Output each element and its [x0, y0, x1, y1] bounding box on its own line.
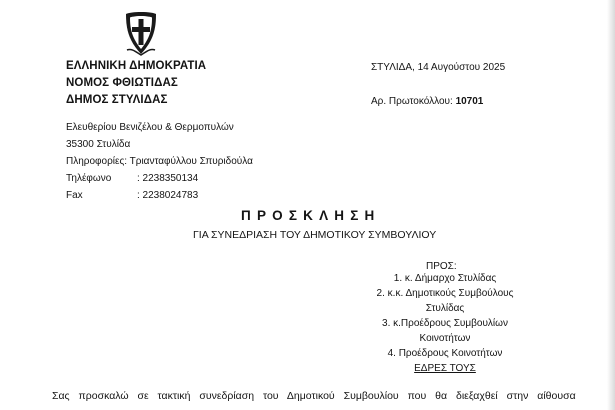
fax-label: Fax	[66, 190, 83, 201]
phone-label: Τηλέφωνο	[66, 173, 112, 184]
greek-coat-of-arms-icon	[124, 10, 158, 56]
recipient-item: 4. Προέδρους Κοινοτήτων	[387, 348, 503, 359]
phone-value: : 2238350134	[137, 173, 199, 184]
address-street: Ελευθερίου Βενιζέλου & Θερμοπυλών	[66, 122, 234, 133]
protocol-label: Αρ. Πρωτοκόλλου:	[371, 96, 453, 107]
page-title: ΠΡΟΣΚΛΗΣΗ	[241, 208, 381, 223]
address-postal: 35300 Στυλίδα	[66, 139, 131, 150]
address-info: Πληροφορίες: Τριανταφύλλου Σπυριδούλα	[66, 156, 253, 167]
header-municipality: ΔΗΜΟΣ ΣΤΥΛΙΔΑΣ	[66, 94, 168, 106]
header-prefecture: ΝΟΜΟΣ ΦΘΙΩΤΙΔΑΣ	[66, 77, 178, 89]
recipient-item: Κοινοτήτων	[419, 333, 471, 344]
page-edge-shadow	[607, 0, 615, 410]
recipient-item: 1. κ. Δήμαρχο Στυλίδας	[393, 273, 497, 284]
protocol-number: 10701	[455, 96, 484, 107]
recipients-list	[360, 271, 530, 376]
recipient-item: Στυλίδας	[425, 303, 465, 314]
recipient-item: 2. κ.κ. Δημοτικούς Συμβούλους	[376, 288, 514, 299]
page-subtitle: ΓΙΑ ΣΥΝΕΔΡΙΑΣΗ ΤΟΥ ΔΗΜΟΤΙΚΟΥ ΣΥΜΒΟΥΛΙΟΥ	[193, 229, 437, 241]
recipient-item: 3. κ.Προέδρους Συμβουλίων	[382, 318, 508, 329]
body-text: Σας προσκαλώ σε τακτική συνεδρίαση του Δημοτικού Συμβουλίου που θα διεξαχθεί στην αίθουσα	[52, 390, 576, 402]
header-country: ΕΛΛΗΝΙΚΗ ΔΗΜΟΚΡΑΤΙΑ	[66, 60, 207, 72]
document-date: ΣΤΥΛΙΔΑ, 14 Αυγούστου 2025	[371, 62, 506, 73]
recipients-footer: ΕΔΡΕΣ ΤΟΥΣ	[414, 363, 476, 374]
fax-value: : 2238024783	[137, 190, 199, 201]
recipients-heading: ΠΡΟΣ:	[426, 261, 457, 272]
protocol-line	[371, 96, 483, 107]
